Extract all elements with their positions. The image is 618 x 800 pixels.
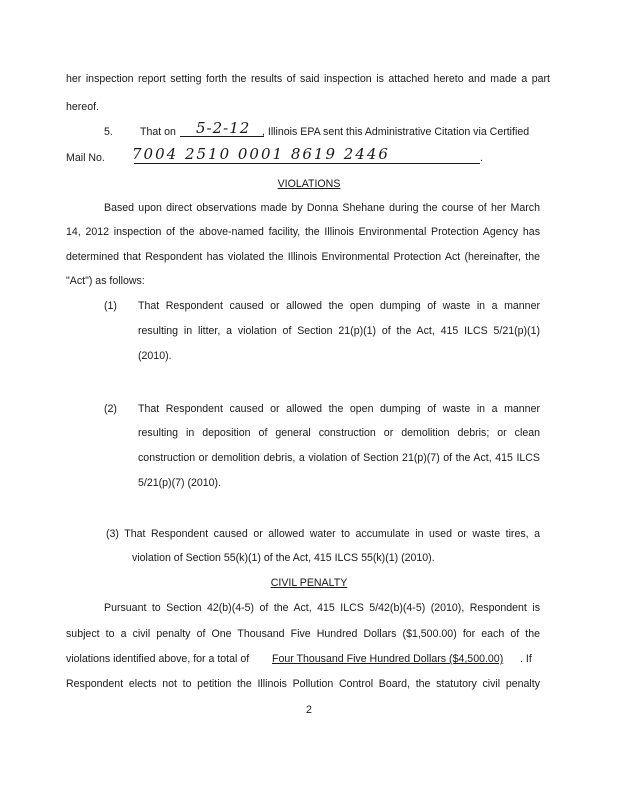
violation-line: resulting in deposition of general construction or demolition debris; or clean (138, 427, 540, 439)
paragraph-line: determined that Respondent has violated the Illinois Environmental Protection Act (hereinafter, the (66, 251, 540, 263)
violations-heading: VIOLATIONS (277, 178, 341, 190)
paragraph-line: hereof. (66, 101, 99, 113)
mail-label: Mail No. (66, 152, 105, 164)
violation-line: That Respondent caused or allowed the open dumping of waste in a manner (138, 300, 540, 312)
paragraph-line: subject to a civil penalty of One Thousand Five Hundred Dollars ($1,500.00) for each of the (66, 628, 540, 640)
paragraph-line: "Act") as follows: (66, 275, 145, 287)
page-number: 2 (306, 704, 312, 716)
paragraph-line: Respondent elects not to petition the Illinois Pollution Control Board, the statutory civil penalty (66, 678, 540, 690)
violation-line: 5/21(p)(7) (2010). (138, 477, 222, 489)
violation-line: (2010). (138, 350, 172, 362)
paragraph-line: Based upon direct observations made by Donna Shehane during the course of her March (104, 202, 540, 214)
paragraph-line: , Illinois EPA sent this Administrative Citation via Certified (262, 126, 530, 138)
period: . (480, 152, 483, 164)
paragraph-line: violations identified above, for a total of (66, 653, 250, 665)
paragraph-line: 14, 2012 inspection of the above-named facility, the Illinois Environmental Protection Agency has (66, 226, 540, 238)
total-penalty-amount: Four Thousand Five Hundred Dollars ($4,500.00) (272, 653, 504, 665)
violation-number: (1) (104, 300, 117, 312)
paragraph-line: . If (520, 653, 532, 665)
handwritten-mail-number: 7004 2510 0001 8619 2446 (132, 145, 390, 163)
violation-line: resulting in litter, a violation of Section 21(p)(1) of the Act, 415 ILCS 5/21(p)(1) (138, 325, 540, 337)
date-blank-line (180, 136, 264, 137)
violation-line: (3) That Respondent caused or allowed water to accumulate in used or waste tires, a (106, 528, 540, 540)
civil-penalty-heading: CIVIL PENALTY (270, 577, 348, 589)
violation-line: violation of Section 55(k)(1) of the Act, 415 ILCS 55(k)(1) (2010). (132, 552, 435, 564)
paragraph-line: Pursuant to Section 42(b)(4-5) of the Act, 415 ILCS 5/42(b)(4-5) (2010), Respondent is (104, 602, 540, 614)
paragraph-line: That on (140, 126, 176, 138)
violation-number: (2) (104, 403, 117, 415)
paragraph-number: 5. (104, 126, 113, 138)
paragraph-line: her inspection report setting forth the results of said inspection is attached hereto and made a part (66, 73, 550, 85)
violation-line: construction or demolition debris, a violation of Section 21(p)(7) of the Act, 415 ILCS (138, 452, 540, 464)
violation-line: That Respondent caused or allowed the open dumping of waste in a manner (138, 403, 540, 415)
handwritten-date: 5-2-12 (196, 119, 251, 137)
mail-number-blank-line (134, 163, 480, 164)
